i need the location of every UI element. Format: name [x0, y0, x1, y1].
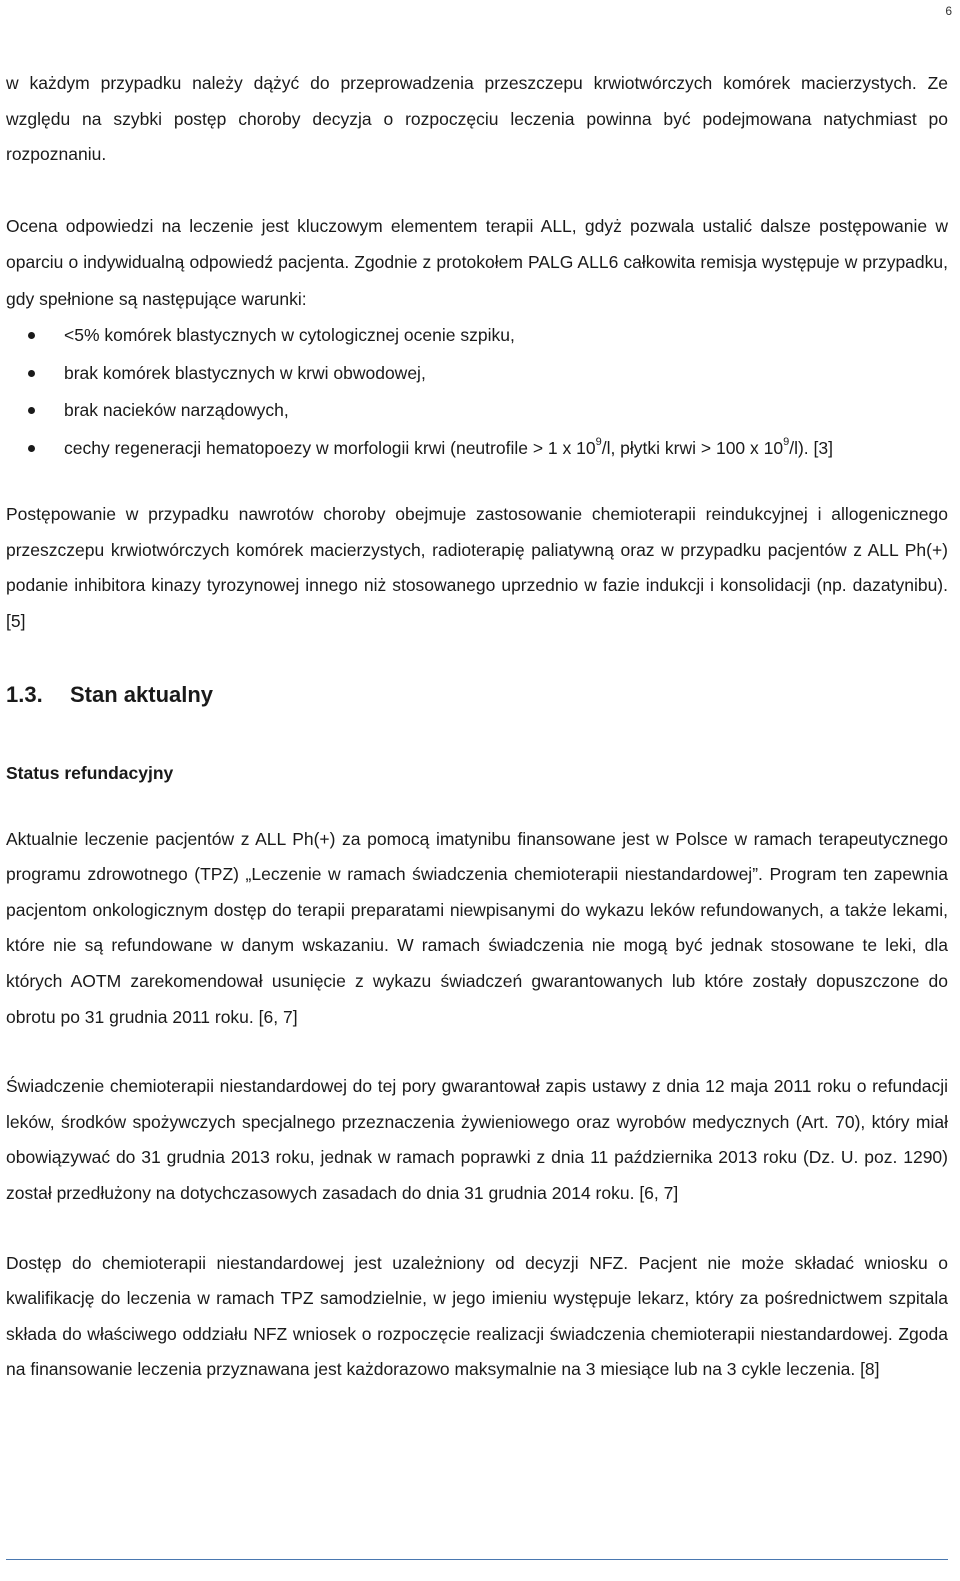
- superscript: 9: [783, 435, 790, 448]
- section-heading: [6, 680, 948, 710]
- spacer: [6, 467, 948, 497]
- bullet-icon: [28, 332, 35, 339]
- list-item-text-part: /l). [3]: [789, 437, 833, 458]
- section-title: Stan aktualny: [70, 681, 214, 707]
- list-item-text: brak nacieków narządowych,: [64, 400, 289, 421]
- paragraph-continuation: w każdym przypadku należy dążyć do przeprowadzenia przeszczepu krwiotwórczych komórek macierzystych. Ze względu na szybki postęp choroby decyzja o rozpoczęciu leczenia powinna być podejmowana natychmiast po rozpoznaniu.: [6, 73, 948, 165]
- spacer: [6, 1035, 948, 1069]
- list-item-text-part: /l, płytki krwi > 100 x 10: [601, 437, 784, 458]
- list-item-text: <5% komórek blastycznych w cytologicznej ocenie szpiku,: [64, 325, 515, 346]
- document-body: [6, 66, 948, 1388]
- list-item: [6, 392, 948, 430]
- section-number: 1.3.: [6, 681, 43, 707]
- superscript: 9: [595, 435, 602, 448]
- spacer: [6, 710, 948, 758]
- bullet-icon: [28, 407, 35, 414]
- footer-divider: [6, 1559, 948, 1560]
- list-item: [6, 355, 948, 393]
- spacer: [6, 640, 948, 680]
- paragraph-legal-basis: Świadczenie chemioterapii niestandardowej do tej pory gwarantował zapis ustawy z dnia 12 maja 2011 roku o refundacji leków, środków spożywczych specjalnego przeznaczenia żywieniowego oraz wyrobów medycznych (Art. 70), który miał obowiązywać do 31 grudnia 2013 roku, jednak w ramach poprawki z dnia 11 października 2013 roku (Dz. U. poz. 1290) został przedłużony na dotychczasowych zasadach do dnia 31 grudnia 2014 roku. [6, 7]: [6, 1076, 948, 1203]
- paragraph-current-financing: Aktualnie leczenie pacjentów z ALL Ph(+) za pomocą imatynibu finansowane jest w Polsce w ramach terapeutycznego programu zdrowotnego (TPZ) „Leczenie w ramach świadczenia chemioterapii niestandardowej”. Program ten zapewnia pacjentom onkologicznym dostęp do terapii preparatami niewpisanymi do wykazu leków refundowanych, a także lekami, które nie są refundowane w danym wskazaniu. W ramach świadczenia nie mogą być jednak stosowane te leki, dla których AOTM zarekomendował usunięcie z wykazu świadczeń gwarantowanych lub które zostały dopuszczone do obrotu po 31 grudnia 2011 roku. [6, 7]: [6, 828, 948, 1027]
- list-item: [6, 317, 948, 355]
- paragraph-access-procedure: Dostęp do chemioterapii niestandardowej jest uzależniony od decyzji NFZ. Pacjent nie może składać wniosku o kwalifikację do leczenia w ramach TPZ samodzielnie, w jego imieniu występuje lekarz, który za pośrednictwem szpitala składa do właściwego oddziału NFZ wniosek o rozpoczęcie realizacji świadczenia chemioterapii niestandardowej. Zgoda na finansowanie leczenia przyznawana jest każdorazowo maksymalnie na 3 miesiące lub na 3 cykle leczenia. [8]: [6, 1252, 948, 1380]
- bullet-icon: [28, 370, 35, 377]
- remission-criteria-list: [6, 317, 948, 467]
- subheading: Status refundacyjny: [6, 762, 174, 783]
- paragraph-relapse-treatment: Postępowanie w przypadku nawrotów choroby obejmuje zastosowanie chemioterapii reindukcyjnej i allogenicznego przeszczepu krwiotwórczych komórek macierzystych, radioterapię paliatywną oraz w przypadku pacjentów z ALL Ph(+) podanie inhibitora kinazy tyrozynowej innego niż stosowanego uprzednio w fazie indukcji i konsolidacji (np. dazatynibu). [5]: [6, 504, 948, 632]
- bullet-icon: [28, 445, 35, 452]
- list-item: [6, 430, 948, 468]
- page-number: 6: [945, 4, 952, 18]
- list-item-text-part: cechy regeneracji hematopoezy w morfologii krwi (neutrofile > 1 x 10: [64, 437, 596, 458]
- paragraph-response-assessment: Ocena odpowiedzi na leczenie jest kluczowym elementem terapii ALL, gdyż pozwala ustalić dalsze postępowanie w oparciu o indywidualną odpowiedź pacjenta. Zgodnie z protokołem PALG ALL6 całkowita remisja występuje w przypadku, gdy spełnione są następujące warunki:: [6, 215, 948, 309]
- list-item-text: brak komórek blastycznych w krwi obwodowej,: [64, 362, 426, 383]
- spacer: [6, 173, 948, 208]
- spacer: [6, 788, 948, 822]
- spacer: [6, 1212, 948, 1246]
